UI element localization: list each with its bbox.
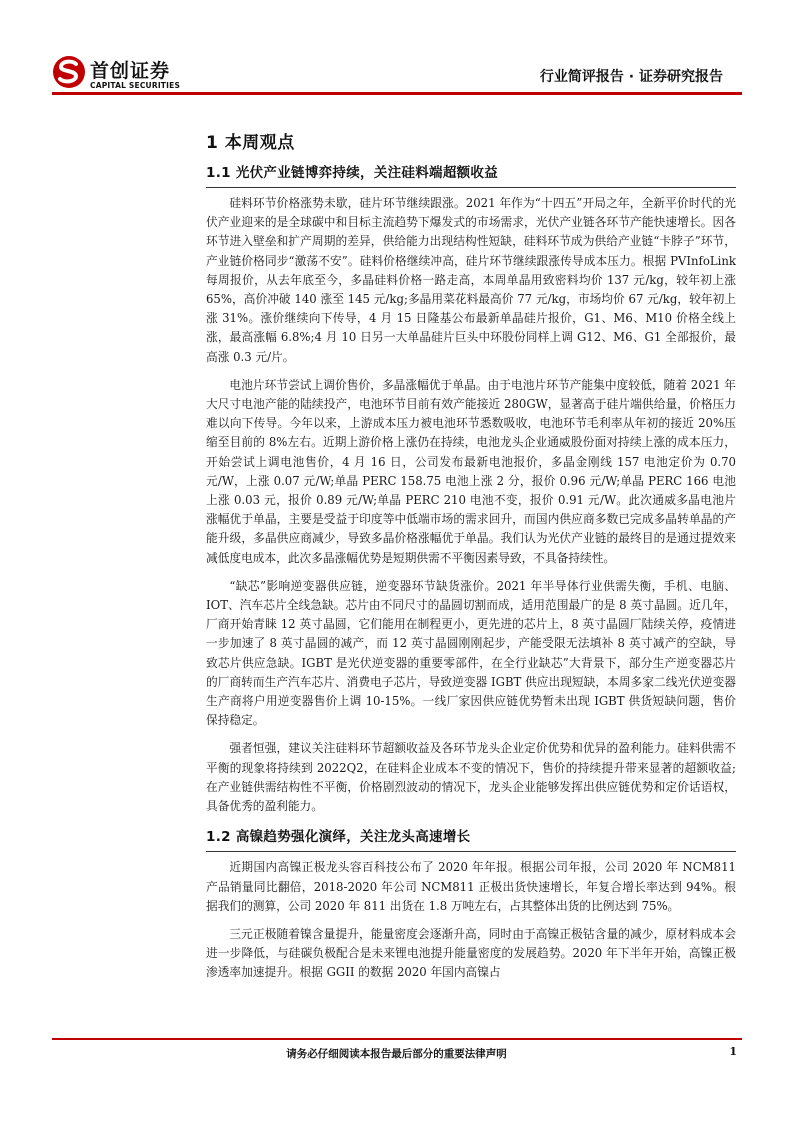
subsection-divider bbox=[206, 187, 736, 188]
paragraph: “缺芯”影响逆变器供应链，逆变器环节缺货涨价。2021 年半导体行业供需失衡，手机、电脑、IOT、汽车芯片全线急缺。芯片由不同尺寸的晶圆切割而成，适用范围最广的是 8 英寸晶圆。近几年，厂商开始青睐 12 英寸晶圆，它们能用在制程更小，更先进的芯片上，8 英寸晶圆厂陆续关停，疫情进一步加速了 8 英寸晶圆的减产，而 12 英寸晶圆刚刚起步，产能受限无法填补 8 英寸减产的空缺，导致芯片供应急缺。IGBT 是光伏逆变器的重要零部件，在全行业缺芯”大背景下，部分生产逆变器芯片的厂商转而生产汽车芯片、消费电子芯片，导致逆变器 IGBT 供应出现短缺，本周多家二线光伏逆变器生产商将户用逆变器售价上调 10-15%。一线厂家因供应链优势暂未出现 IGBT 供货短缺问题，售价保持稳定。 bbox=[206, 578, 736, 728]
page-number: 1 bbox=[729, 1045, 737, 1058]
legal-disclaimer: 请务必仔细阅读本报告最后部分的重要法律声明 bbox=[286, 1048, 507, 1060]
report-body bbox=[206, 128, 736, 992]
company-logo bbox=[52, 55, 202, 95]
subsection-title-1-2: 1.2 高镍趋势强化演绎，关注龙头高速增长 bbox=[206, 829, 471, 846]
footer-divider bbox=[52, 1038, 742, 1040]
report-type-label: 行业简评报告 · 证券研究报告 bbox=[539, 69, 723, 85]
logo-english-name: CAPITAL SECURITIES bbox=[90, 81, 181, 90]
subsection-title-1-1: 1.1 光伏产业链博弈持续，关注硅料端超额收益 bbox=[206, 165, 499, 181]
paragraph: 强者恒强，建议关注硅料环节超额收益及各环节龙头企业定价优势和优异的盈利能力。硅料供需不平衡的现象将持续到 2022Q2，在硅料企业成本不变的情况下，售价的持续提升带来显著的超额收益;在产业链供需结构性不平衡，价格剧烈波动的情况下，龙头企业能够发挥出供应链优势和定价话语权，具备优秀的盈利能力。 bbox=[206, 741, 736, 814]
paragraph: 硅料环节价格涨势未歇，硅片环节继续跟涨。2021 年作为“十四五”开局之年，全新平价时代的光伏产业迎来的是全球碳中和目标主流趋势下爆发式的市场需求，光伏产业链各环节产能快速增长。因各环节进入壁垒和扩产周期的差异，供给能力出现结构性短缺，硅料环节成为供给产业链“卡脖子”环节，产业链价格同步“激荡不安”。硅料价格继续冲高，硅片环节继续跟涨传导成本压力。根据 PVInfoLink 每周报价，从去年底至今，多晶硅料价格一路走高，本周单晶用致密料均价 137 元/kg，较年初上涨 65%，高价冲破 140 涨至 145 元/kg;多晶用菜花料最高价 77 元/kg，市场均价 67 元/kg，较年初上涨 31%。涨价继续向下传导，4 月 15 日隆基公布最新单晶硅片报价，G1、M6、M10 价格全线上涨，最高涨幅 6.8%;4 月 10 日另一大单晶硅片巨头中环股份同样上调 G12、M6、G1 全部报价，最高涨 0.3 元/片。 bbox=[206, 196, 736, 364]
paragraph: 近期国内高镍正极龙头容百科技公布了 2020 年年报。根据公司年报，公司 2020 年 NCM811 产品销量同比翻倍，2018-2020 年公司 NCM811 正极出货快速增长，年复合增长率达到 94%。根据我们的测算，公司 2020 年 811 出货在 1.8 万吨左右，占其整体出货的比例达到 75%。 bbox=[206, 860, 736, 913]
subsection-divider bbox=[206, 851, 736, 852]
logo-chinese-name: 首创证券 bbox=[90, 60, 171, 82]
page-header bbox=[0, 0, 793, 100]
capital-securities-logo-icon bbox=[52, 55, 86, 89]
paragraph: 三元正极随着镍含量提升，能量密度会逐渐升高，同时由于高镍正极钴含量的减少，原材料成本会进一步降低，与硅碳负极配合是未来锂电池提升能量密度的发展趋势。2020 年下半年开始，高镍正极渗透率加速提升。根据 GGII 的数据 2020 年国内高镍占 bbox=[206, 926, 736, 980]
header-divider bbox=[52, 92, 742, 95]
paragraph: 电池片环节尝试上调价售价，多晶涨幅优于单晶。由于电池片环节产能集中度较低，随着 2021 年大尺寸电池产能的陆续投产，电池环节目前有效产能接近 280GW，显著高于硅片端供给量，价格压力难以向下传导。今年以来，上游成本压力被电池环节悉数吸收，电池环节毛利率从年初的接近 20%压缩至目前的 8%左右。近期上游价格上涨仍在持续，电池龙头企业通威股份面对持续上涨的成本压力，开始尝试上调电池售价，4 月 16 日，公司发布最新电池报价，多晶金刚线 157 电池定价为 0.70 元/W，上涨 0.07 元/W;单晶 PERC 158.75 电池上涨 2 分，报价 0.96 元/W;单晶 PERC 166 电池上涨 0.03 元，报价 0.89 元/W;单晶 PERC 210 电池不变，报价 0.91 元/W。此次通威多晶电池片涨幅优于单晶，主要是受益于印度等中低端市场的需求回升，而国内供应商多数已完成多晶转单晶的产能升级，多晶供应商减少，导致多晶价格涨幅优于单晶。我们认为光伏产业链的最终目的是通过提效来减低度电成本，此次多晶涨幅优势是短期供需不平衡因素导致，不具备持续性。 bbox=[206, 377, 736, 565]
section-title: 1 本周观点 bbox=[206, 133, 295, 153]
